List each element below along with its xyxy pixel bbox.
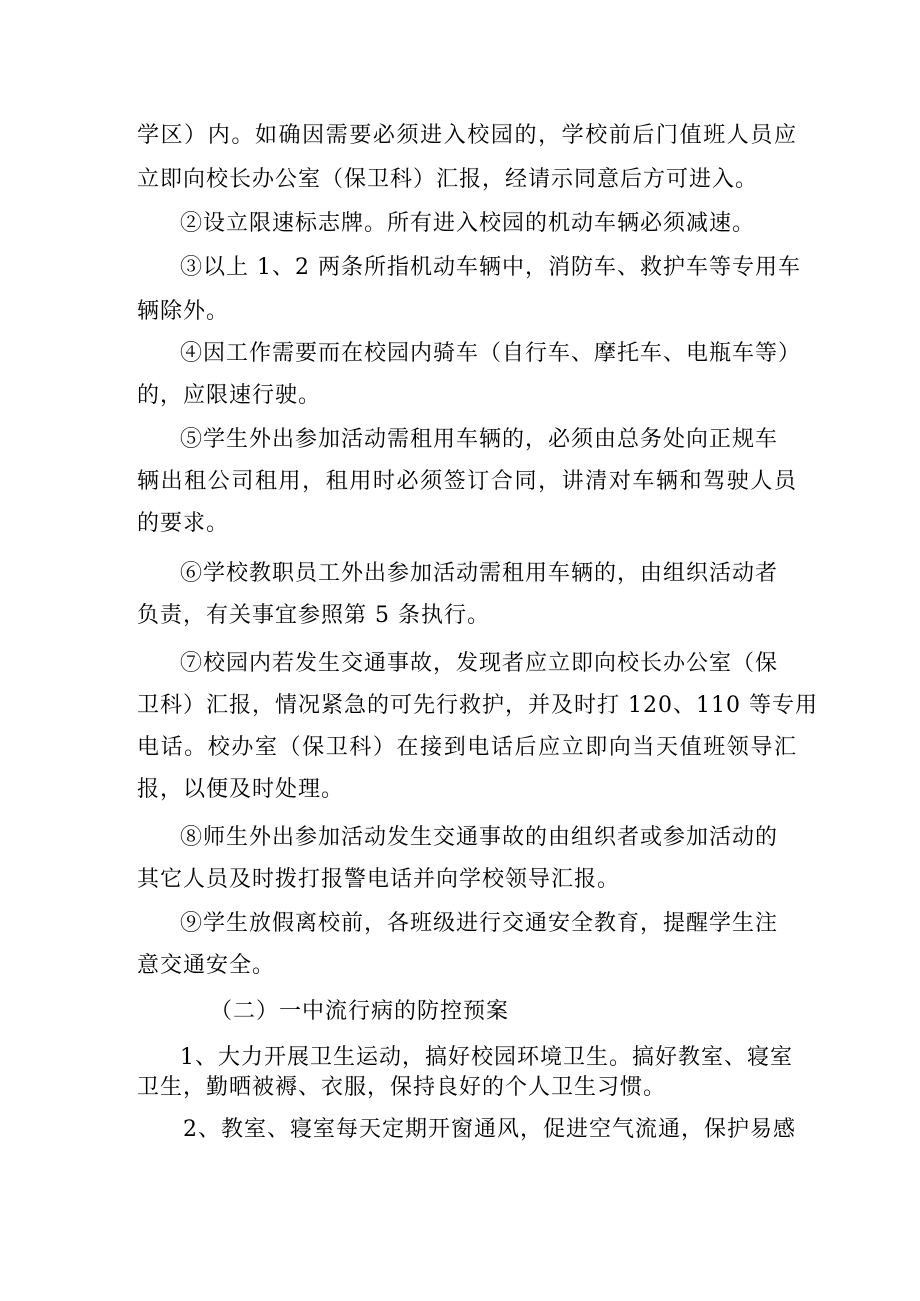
paragraph-line: 学区）内。如确因需要必须进入校园的，学校前后门值班人员应 (137, 123, 797, 148)
section-heading: （二）一中流行病的防控预案 (210, 999, 510, 1024)
paragraph-line: 电话。校办室（保卫科）在接到电话后应立即向当天值班领导汇 (137, 735, 797, 760)
paragraph-line: 卫科）汇报，情况紧急的可先行救护，并及时打 120、110 等专用 (137, 693, 818, 718)
paragraph-line: 1、大力开展卫生运动，搞好校园环境卫生。搞好教室、寝室 (180, 1045, 793, 1070)
paragraph-line: ⑤学生外出参加活动需租用车辆的，必须由总务处向正规车 (180, 427, 779, 452)
paragraph-line: 立即向校长办公室（保卫科）汇报，经请示同意后方可进入。 (137, 167, 759, 192)
paragraph-line: 负责，有关事宜参照第 5 条执行。 (137, 603, 490, 628)
paragraph-line: ⑧师生外出参加活动发生交通事故的由组织者或参加活动的 (180, 825, 779, 850)
paragraph-line: 2、教室、寝室每天定期开窗通风，促进空气流通，保护易感 (183, 1117, 796, 1142)
paragraph-line: ⑨学生放假离校前，各班级进行交通安全教育，提醒学生注 (180, 911, 779, 936)
paragraph-line: ④因工作需要而在校园内骑车（自行车、摩托车、电瓶车等） (180, 341, 802, 366)
paragraph-line: 其它人员及时拨打报警电话并向学校领导汇报。 (137, 867, 621, 892)
paragraph-line: ⑥学校教职员工外出参加活动需租用车辆的，由组织活动者 (180, 561, 779, 586)
paragraph-line: 辆出租公司租用，租用时必须签订合同，讲清对车辆和驾驶人员 (137, 469, 797, 494)
paragraph-line: ②设立限速标志牌。所有进入校园的机动车辆必须减速。 (180, 211, 756, 236)
paragraph-line: ③以上 1、2 两条所指机动车辆中，消防车、救护车等专用车 (180, 255, 801, 280)
paragraph-line: 卫生，勤晒被褥、衣服，保持良好的个人卫生习惯。 (137, 1075, 667, 1100)
paragraph-line: 的要求。 (137, 511, 230, 536)
paragraph-line: 辆除外。 (137, 299, 230, 324)
paragraph-line: ⑦校园内若发生交通事故，发现者应立即向校长办公室（保 (180, 651, 779, 676)
paragraph-line: 的，应限速行驶。 (137, 383, 322, 408)
paragraph-line: 报，以便及时处理。 (137, 777, 345, 802)
paragraph-line: 意交通安全。 (137, 953, 276, 978)
